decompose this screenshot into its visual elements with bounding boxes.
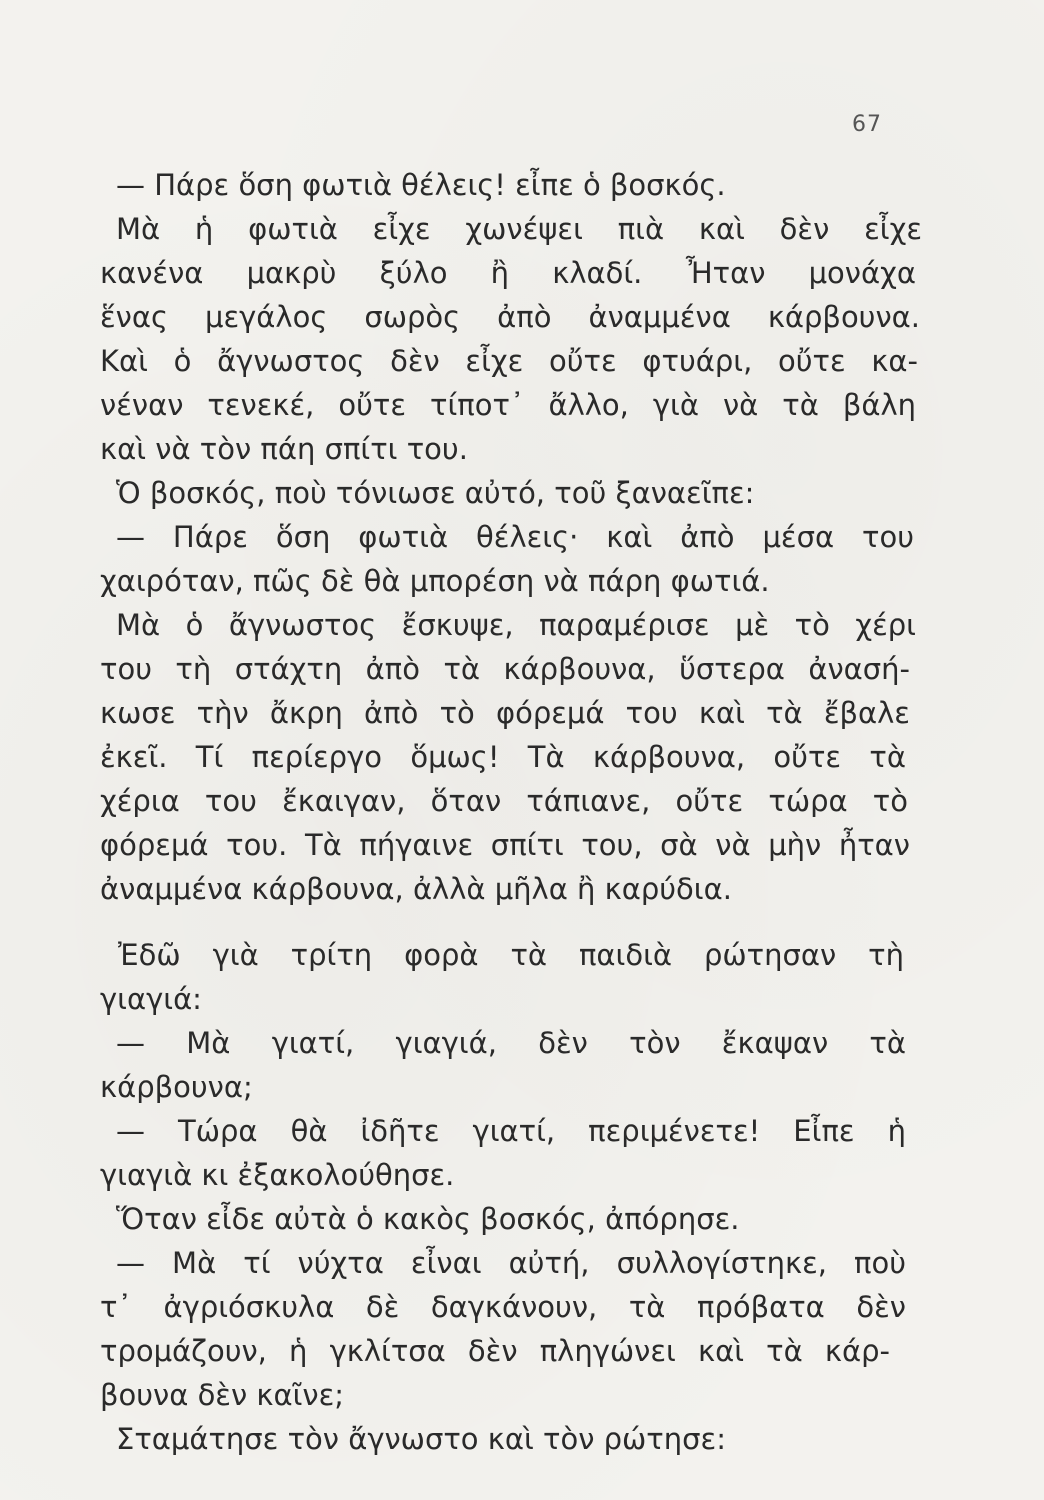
text-line: κανένα μακρὺ ξύλο ἢ κλαδί. Ἦταν μονάχα bbox=[100, 256, 916, 290]
text-line: Καὶ ὁ ἄγνωστος δὲν εἶχε οὔτε φτυάρι, οὔτε κα- bbox=[100, 344, 918, 378]
text-line: Σταμάτησε τὸν ἄγνωστο καὶ τὸν ρώτησε: bbox=[116, 1422, 726, 1456]
text-line: — Τώρα θὰ ἰδῆτε γιατί, περιμένετε! Εἶπε ἡ bbox=[116, 1114, 906, 1148]
text-line: — Πάρε ὅση φωτιὰ θέλεις· καὶ ἀπὸ μέσα του bbox=[116, 520, 914, 554]
text-line: Ἐδῶ γιὰ τρίτη φορὰ τὰ παιδιὰ ρώτησαν τὴ bbox=[118, 938, 904, 972]
text-line: τ᾽ ἀγριόσκυλα δὲ δαγκάνουν, τὰ πρόβατα δὲν bbox=[100, 1290, 906, 1324]
text-line: γιαγιὰ κι ἐξακολούθησε. bbox=[100, 1158, 455, 1192]
text-line: Μὰ ὁ ἄγνωστος ἔσκυψε, παραμέρισε μὲ τὸ χέρι bbox=[116, 608, 916, 642]
text-line: Ὅταν εἶδε αὐτὰ ὁ κακὸς βοσκός, ἀπόρησε. bbox=[116, 1202, 740, 1236]
text-line: τρομάζουν, ἡ γκλίτσα δὲν πληγώνει καὶ τὰ κάρ- bbox=[100, 1334, 890, 1368]
text-line: καὶ νὰ τὸν πάη σπίτι του. bbox=[100, 432, 468, 466]
text-line: βουνα δὲν καῖνε; bbox=[100, 1378, 345, 1412]
text-line: φόρεμά του. Τὰ πήγαινε σπίτι του, σὰ νὰ μὴν ἦταν bbox=[100, 828, 910, 862]
text-line: Ὁ βοσκός, ποὺ τόνιωσε αὐτό, τοῦ ξαναεῖπε: bbox=[116, 476, 755, 510]
text-line: — Πάρε ὅση φωτιὰ θέλεις! εἶπε ὁ βοσκός. bbox=[116, 168, 726, 202]
text-line: χαιρόταν, πῶς δὲ θὰ μπορέση νὰ πάρη φωτιά. bbox=[100, 564, 770, 598]
text-line: του τὴ στάχτη ἀπὸ τὰ κάρβουνα, ὕστερα ἀνασή- bbox=[100, 652, 910, 686]
text-line: — Μὰ γιατί, γιαγιά, δὲν τὸν ἔκαψαν τὰ bbox=[116, 1026, 906, 1060]
text-line: νέναν τενεκέ, οὔτε τίποτ᾽ ἄλλο, γιὰ νὰ τὰ βάλη bbox=[100, 388, 916, 422]
text-line: γιαγιά: bbox=[100, 982, 202, 1016]
text-line: κάρβουνα; bbox=[100, 1070, 253, 1104]
text-line: Μὰ ἡ φωτιὰ εἶχε χωνέψει πιὰ καὶ δὲν εἶχε bbox=[116, 212, 922, 246]
text-line: ἐκεῖ. Τί περίεργο ὅμως! Τὰ κάρβουνα, οὔτε τὰ bbox=[100, 740, 906, 774]
page-number: 67 bbox=[852, 112, 882, 137]
text-line: κωσε τὴν ἄκρη ἀπὸ τὸ φόρεμά του καὶ τὰ ἔβαλε bbox=[100, 696, 910, 730]
text-line: ἀναμμένα κάρβουνα, ἀλλὰ μῆλα ἢ καρύδια. bbox=[100, 872, 732, 906]
text-line: — Μὰ τί νύχτα εἶναι αὐτή, συλλογίστηκε, ποὺ bbox=[116, 1246, 906, 1280]
text-line: ἕνας μεγάλος σωρὸς ἀπὸ ἀναμμένα κάρβουνα. bbox=[100, 300, 920, 334]
text-line: χέρια του ἔκαιγαν, ὅταν τάπιανε, οὔτε τώρα τὸ bbox=[100, 784, 908, 818]
